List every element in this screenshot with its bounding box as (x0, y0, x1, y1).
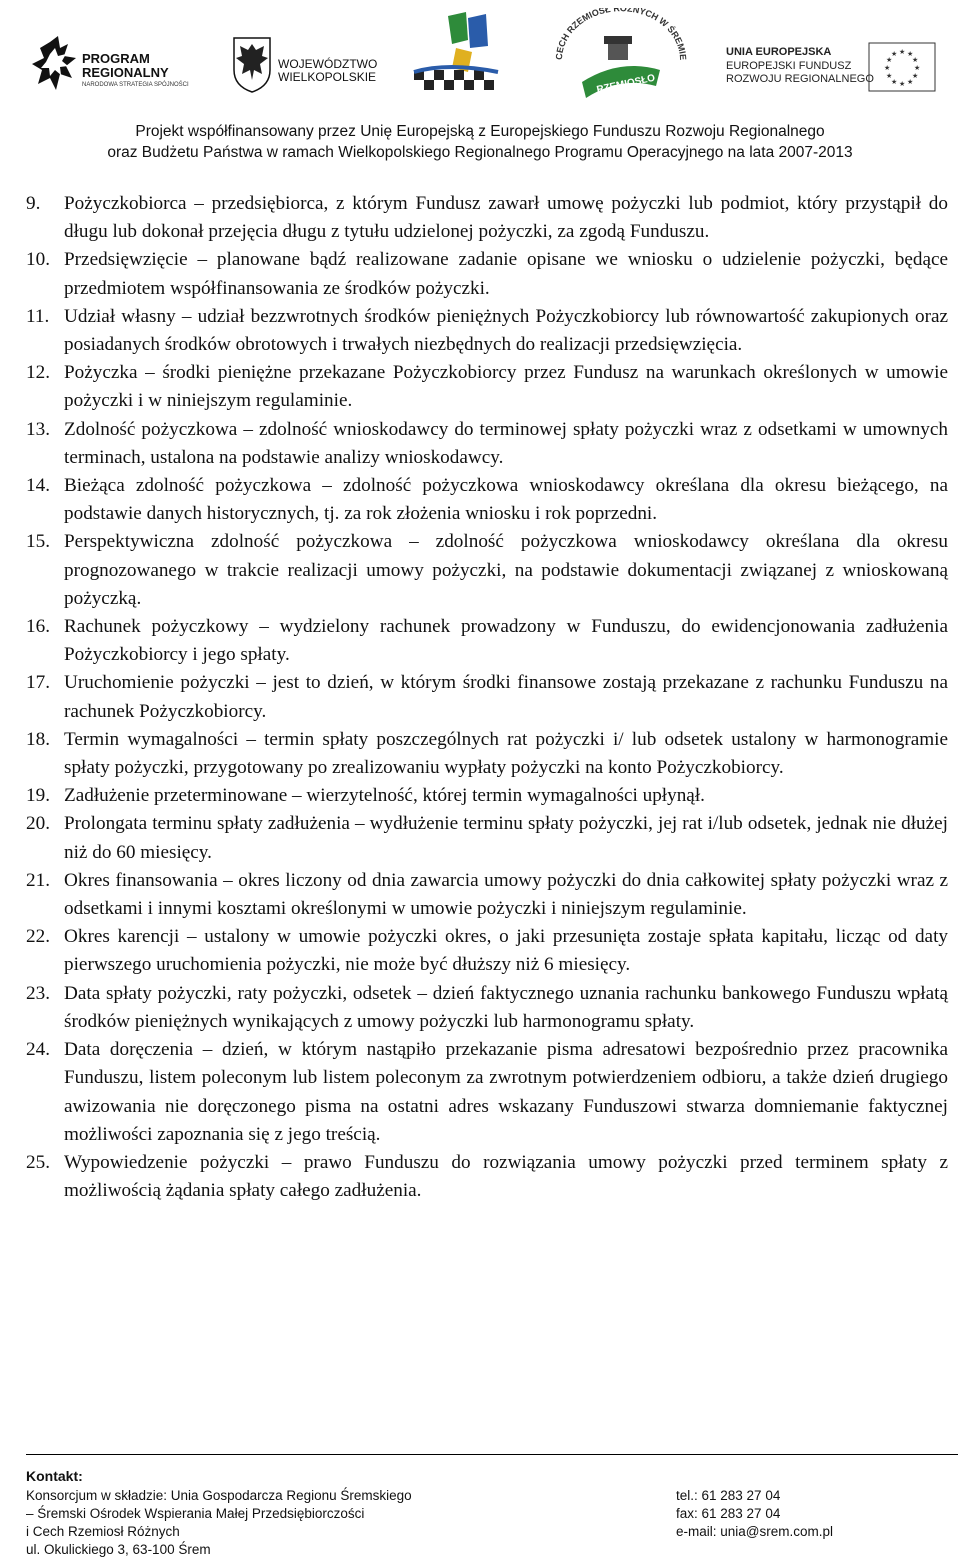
item-number: 10. (26, 249, 50, 271)
unia-europejska-logo (722, 40, 937, 100)
item-text: Prolongata terminu spłaty zadłużenia – wydłużenie terminu spłaty pożyczki, jej rat i/lub odsetek, jednak nie dłużej niż do 60 miesięcy. (64, 813, 948, 863)
contact-line1: Konsorcjum w składzie: Unia Gospodarcza Regionu Śremskiego (26, 1488, 412, 1503)
list-item (26, 782, 948, 810)
item-text: Rachunek pożyczkowy – wydzielony rachunek prowadzony w Funduszu, do ewidencjonowania zadłużenia Pożyczkobiorcy i jego spłaty. (64, 616, 948, 666)
svg-text:★: ★ (912, 56, 919, 64)
eu-flag-icon (868, 42, 936, 92)
cech-rzemiosl-logo (548, 8, 693, 108)
list-item (26, 923, 948, 979)
item-text: Bieżąca zdolność pożyczkowa – zdolność pożyczkowa wnioskodawcy określana dla okresu bieżącego, na podstawie danych historycznych, tj. za rok złożenia wniosku i rok poprzedni. (64, 475, 948, 525)
list-item (26, 669, 948, 725)
item-number: 13. (26, 418, 50, 440)
contact-phone: tel.: 61 283 27 04 (676, 1488, 781, 1503)
list-item (26, 980, 948, 1036)
list-item (26, 810, 948, 866)
item-number: 12. (26, 362, 50, 384)
list-item (26, 1149, 948, 1205)
list-item (26, 190, 948, 246)
item-number: 21. (26, 869, 50, 891)
list-item (26, 613, 948, 669)
program-regionalny-line3: NARODOWA STRATEGIA SPÓJNOŚCI (82, 82, 189, 88)
item-text: Udział własny – udział bezzwrotnych środków pieniężnych Pożyczkobiorcy lub równowartość zakupionych oraz posiadanych środków obrotowych i trwałych niezbędnych do realizacji przedsięwzięcia. (64, 305, 948, 356)
item-number: 11. (26, 305, 50, 327)
svg-text:★: ★ (907, 78, 914, 86)
list-item (26, 416, 948, 472)
item-number: 16. (26, 616, 50, 638)
contact-fax: fax: 61 283 27 04 (676, 1506, 781, 1521)
item-text: Okres finansowania – okres liczony od dnia zawarcia umowy pożyczki do dnia całkowitej spłaty pożyczki wraz z odsetkami i innymi kosztami określonymi w umowie pożyczki i niniejszym regulaminie. (64, 869, 948, 920)
item-text: Pożyczka – środki pieniężne przekazane Pożyczkobiorcy przez Fundusz na warunkach określonych w umowie pożyczki i w niniejszym regulaminie. (64, 362, 948, 412)
item-number: 23. (26, 982, 50, 1004)
footer-divider (26, 1454, 958, 1455)
cech-arc-text: CECH RZEMIOSŁ RÓŻNYCH W ŚREMIE (553, 8, 689, 61)
item-text: Wypowiedzenie pożyczki – prawo Funduszu do rozwiązania umowy pożyczki przed terminem spłaty z możliwością żądania spłaty całego zadłużenia. (64, 1151, 948, 1202)
definitions-list (26, 190, 948, 1205)
project-funding-line2: oraz Budżetu Państwa w ramach Wielkopolskiego Regionalnego Programu Operacyjnego na lata 2007-2013 (107, 144, 853, 161)
list-item (26, 303, 948, 359)
item-text: Pożyczkobiorca – przedsiębiorca, z którym Fundusz zawarł umowę pożyczki lub podmiot, który przystąpił do długu lub dokonał przejęcia długu z tytułu udzielonej pożyczki, za zgodą Funduszu. (64, 193, 948, 243)
contact-title: Kontakt: (26, 1468, 83, 1484)
cech-emblem-icon (548, 8, 693, 108)
item-text: Okres karencji – ustalony w umowie pożyczki okres, o jaki przesunięta zostaje spłata kapitału, licząc od daty pierwszego uruchomienia pożyczki, nie może być dłuższy niż 6 miesięcy. (64, 926, 948, 976)
program-regionalny-logo (32, 32, 207, 96)
item-text: Perspektywiczna zdolność pożyczkowa – zdolność pożyczkowa wnioskodawcy określana dla okresu prognozowanego w trakcie realizacji umowy pożyczki, na podstawie dokumentacji związanej z wnioskowaną pożyczką. (64, 531, 948, 609)
program-regionalny-line1: PROGRAM (82, 51, 150, 66)
wojewodztwo-logo (232, 36, 402, 96)
item-number: 25. (26, 1151, 50, 1173)
list-item (26, 246, 948, 302)
list-item (26, 528, 948, 613)
list-item (26, 726, 948, 782)
svg-text:★: ★ (899, 48, 906, 56)
contact-address: ul. Okulickiego 3, 63-100 Śrem (26, 1542, 211, 1557)
project-funding-line1: Projekt współfinansowany przez Unię Europejską z Europejskiego Funduszu Rozwoju Regionalnego (135, 123, 825, 140)
item-number: 15. (26, 531, 50, 553)
eagle-shield-icon (232, 36, 272, 94)
item-text: Data spłaty pożyczki, raty pożyczki, odsetek – dzień faktycznego uznania rachunku bankowego Funduszu wpłatą środków pieniężnych wynikających z umowy pożyczki lub harmonogramu spłaty. (64, 982, 948, 1032)
svg-text:★: ★ (891, 50, 898, 58)
item-number: 18. (26, 728, 50, 750)
page-footer (0, 1454, 960, 1561)
program-regionalny-emblem-icon (32, 34, 80, 94)
flag-checker-icon (408, 12, 508, 100)
list-item (26, 472, 948, 528)
item-number: 22. (26, 926, 50, 948)
wojewodztwo-line2: WIELKOPOLSKIE (278, 70, 377, 84)
page-header (0, 0, 960, 170)
list-item (26, 867, 948, 923)
item-number: 14. (26, 475, 50, 497)
cech-banner-text: RZEMIOSŁO (595, 72, 657, 96)
svg-text:★: ★ (886, 72, 893, 80)
item-text: Uruchomienie pożyczki – jest to dzień, w którym środki finansowe zostają przekazane z rachunku Funduszu na rachunek Pożyczkobiorcy. (64, 672, 948, 722)
item-number: 19. (26, 785, 50, 807)
item-text: Termin wymagalności – termin spłaty poszczególnych rat pożyczki i/ lub odsetek ustalony w harmonogramie spłaty pożyczki, przygotowany po zrealizowaniu wypłaty pożyczki na konto Pożyczkobiorcy. (64, 728, 948, 779)
contact-line3: i Cech Rzemiosł Różnych (26, 1524, 180, 1539)
list-item (26, 359, 948, 415)
item-number: 17. (26, 672, 50, 694)
svg-text:★: ★ (912, 72, 919, 80)
svg-text:★: ★ (907, 50, 914, 58)
program-regionalny-line2: REGIONALNY (82, 65, 169, 80)
partner-flag-logo (408, 12, 508, 100)
svg-text:★: ★ (899, 80, 906, 88)
item-number: 9. (26, 193, 41, 214)
contact-email[interactable]: e-mail: unia@srem.com.pl (676, 1524, 833, 1539)
item-number: 20. (26, 813, 50, 835)
svg-text:★: ★ (886, 56, 893, 64)
svg-text:★: ★ (914, 64, 921, 72)
item-text: Data doręczenia – dzień, w którym nastąpiło przekazanie pisma adresatowi bezpośrednio przez pracownika Funduszu, listem poleconym lub listem poleconym za zwrotnym potwierdzeniem odbioru, a także dzień drugiego awizowania nie doręczonego pisma na ostatni adres wskazany Funduszowi stwarza domniemanie faktycznej możliwości zapoznania się z jego treścią. (64, 1039, 948, 1145)
wojewodztwo-line1: WOJEWÓDZTWO (278, 57, 378, 71)
svg-text:★: ★ (891, 78, 898, 86)
item-text: Zdolność pożyczkowa – zdolność wnioskodawcy do terminowej spłaty pożyczki wraz z odsetkami w umownych terminach, ustalona na podstawie analizy wnioskodawcy. (64, 418, 948, 468)
ue-line2: EUROPEJSKI FUNDUSZ (726, 60, 852, 72)
contact-line2: – Śremski Ośrodek Wspierania Małej Przedsiębiorczości (26, 1506, 365, 1521)
item-text: Przedsięwzięcie – planowane bądź realizowane zadanie opisane we wniosku o udzielenie pożyczki, będące przedmiotem współfinansowania ze środków pożyczki. (64, 249, 948, 299)
ue-line1: UNIA EUROPEJSKA (726, 46, 832, 58)
svg-text:★: ★ (884, 64, 891, 72)
ue-line3: ROZWOJU REGIONALNEGO (726, 73, 874, 85)
list-item (26, 1036, 948, 1149)
item-text: Zadłużenie przeterminowane – wierzytelność, której termin wymagalności upłynął. (64, 785, 705, 807)
item-number: 24. (26, 1039, 50, 1061)
